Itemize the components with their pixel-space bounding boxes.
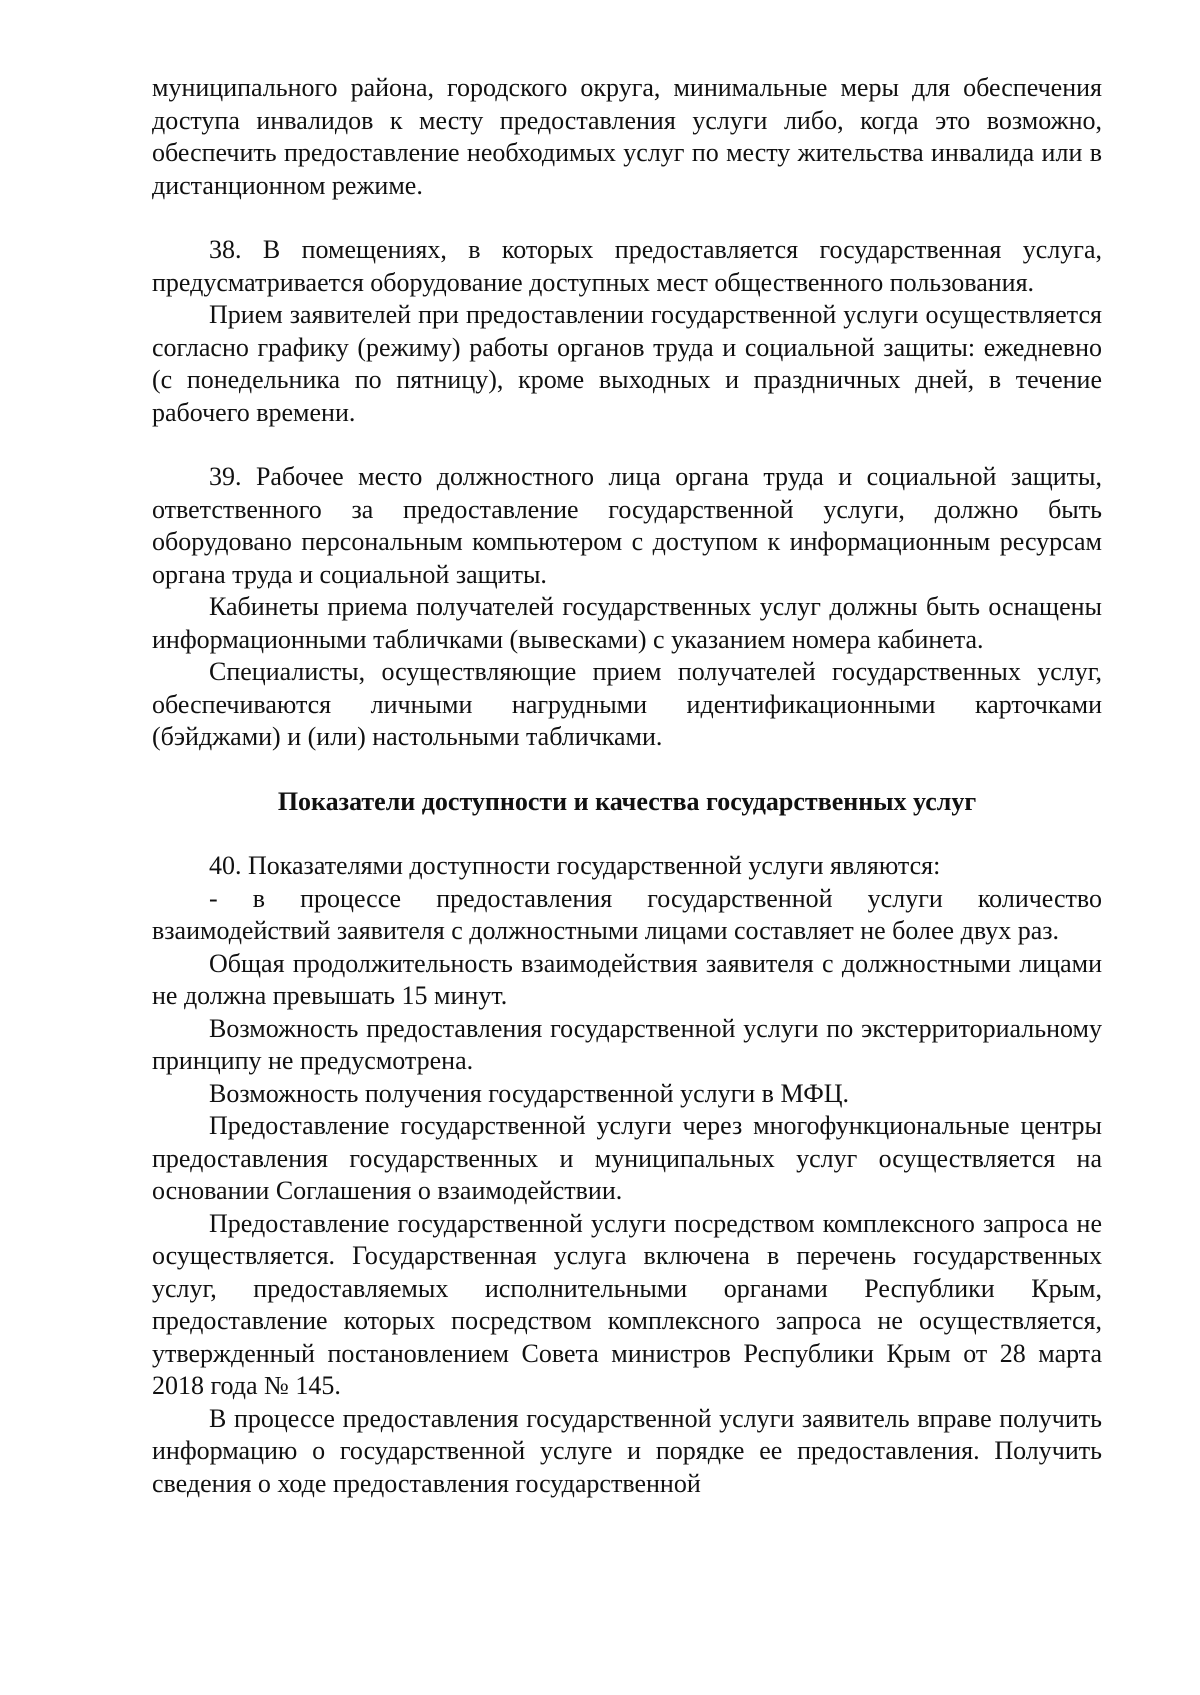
paragraph-mfc: Возможность получения государственной услуги в МФЦ. [209, 1078, 850, 1108]
paragraph-gap [152, 202, 1102, 234]
document-page [152, 72, 1102, 1500]
paragraph-cabinets: Кабинеты приема получателей государственных услуг должны быть оснащены информационными табличками (вывесками) с указанием номера кабинета. [152, 592, 1102, 654]
paragraph-mfc-agreement: Предоставление государственной услуги через многофункциональные центры предоставления государственных и муниципальных услуг осуществляется на основании Соглашения о взаимодействии. [152, 1111, 1102, 1205]
paragraph-intro: муниципального района, городского округа, минимальные меры для обеспечения доступа инвалидов к месту предоставления услуги либо, когда это возможно, обеспечить предоставление необходимых услуг по месту жительства инвалида или в дистанционном режиме. [152, 73, 1102, 200]
paragraph-gap [152, 818, 1102, 850]
paragraph-duration: Общая продолжительность взаимодействия заявителя с должностными лицами не должна превышать 15 минут. [152, 948, 1102, 1010]
paragraph-gap [152, 754, 1102, 786]
paragraph-information: В процессе предоставления государственной услуги заявитель вправе получить информацию о государственной услуге и порядке ее предоставления. Получить сведения о ходе предоставления государственной [152, 1403, 1102, 1498]
paragraph-interactions: - в процессе предоставления государственной услуги количество взаимодействий заявителя с должностными лицами составляет не более двух раз. [152, 883, 1102, 945]
paragraph-extraterritorial: Возможность предоставления государственной услуги по экстерриториальному принципу не предусмотрена. [152, 1013, 1102, 1075]
paragraph-40: 40. Показателями доступности государственной услуги являются: [209, 851, 941, 880]
paragraph-gap [152, 429, 1102, 461]
paragraph-specialists: Специалисты, осуществляющие прием получателей государственных услуг, обеспечиваются личными нагрудными идентификационными карточками (бэйджами) и (или) настольными табличками. [152, 657, 1102, 751]
paragraph-38: 38. В помещениях, в которых предоставляется государственная услуга, предусматривается оборудование доступных мест общественного пользования. [152, 235, 1102, 297]
paragraph-39: 39. Рабочее место должностного лица органа труда и социальной защиты, ответственного за предоставление государственной услуги, должно быть оборудовано персональным компьютером с доступом к информационным ресурсам органа труда и социальной защиты. [152, 462, 1102, 589]
paragraph-complex-request: Предоставление государственной услуги посредством комплексного запроса не осуществляется. Государственная услуга включена в перечень государственных услуг, предоставляемых исполнительными органами Республики Крым, предоставление которых посредством комплексного запроса не осуществляется, утвержденный постановлением Совета министров Республики Крым от 28 марта 2018 года № 145. [152, 1208, 1102, 1400]
paragraph-reception: Прием заявителей при предоставлении государственной услуги осуществляется согласно графику (режиму) работы органов труда и социальной защиты: ежедневно (с понедельника по пятницу), кроме выходных и праздничных дней, в течение рабочего времени. [152, 300, 1102, 427]
section-heading: Показатели доступности и качества государственных услуг [277, 786, 977, 816]
